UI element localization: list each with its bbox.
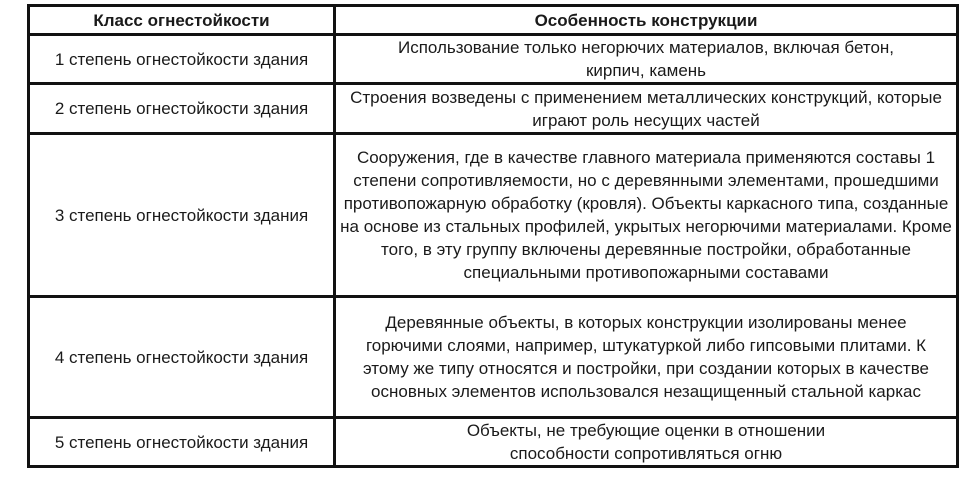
class-cell: 3 степень огнестойкости здания bbox=[29, 134, 335, 297]
table-row bbox=[29, 297, 958, 418]
table-row bbox=[29, 134, 958, 297]
table-row bbox=[29, 84, 958, 134]
header-feature: Особенность конструкции bbox=[335, 6, 958, 35]
header-class: Класс огнестойкости bbox=[29, 6, 335, 35]
table-header-row bbox=[29, 6, 958, 35]
feature-cell: Деревянные объекты, в которых конструкции изолированы менее горючими слоями, например, штукатуркой либо гипсовыми плитами. К этому же типу относятся и постройки, при создании которых в качестве основных элементов использовался незащищенный стальной каркас bbox=[335, 297, 958, 418]
class-cell: 1 степень огнестойкости здания bbox=[29, 35, 335, 84]
table-row bbox=[29, 418, 958, 467]
class-cell: 4 степень огнестойкости здания bbox=[29, 297, 335, 418]
fire-resistance-table bbox=[27, 4, 959, 468]
feature-cell: Объекты, не требующие оценки в отношении способности сопротивляться огню bbox=[335, 418, 958, 467]
class-cell: 5 степень огнестойкости здания bbox=[29, 418, 335, 467]
feature-cell: Строения возведены с применением металлических конструкций, которые играют роль несущих частей bbox=[335, 84, 958, 134]
feature-cell: Использование только негорючих материалов, включая бетон, кирпич, камень bbox=[335, 35, 958, 84]
class-cell: 2 степень огнестойкости здания bbox=[29, 84, 335, 134]
feature-cell: Сооружения, где в качестве главного материала применяются составы 1 степени сопротивляемости, но с деревянными элементами, прошедшими противопожарную обработку (кровля). Объекты каркасного типа, созданные на основе из стальных профилей, укрытых негорючими материалами. Кроме того, в эту группу включены деревянные постройки, обработанные специальными противопожарными составами bbox=[335, 134, 958, 297]
table-row bbox=[29, 35, 958, 84]
